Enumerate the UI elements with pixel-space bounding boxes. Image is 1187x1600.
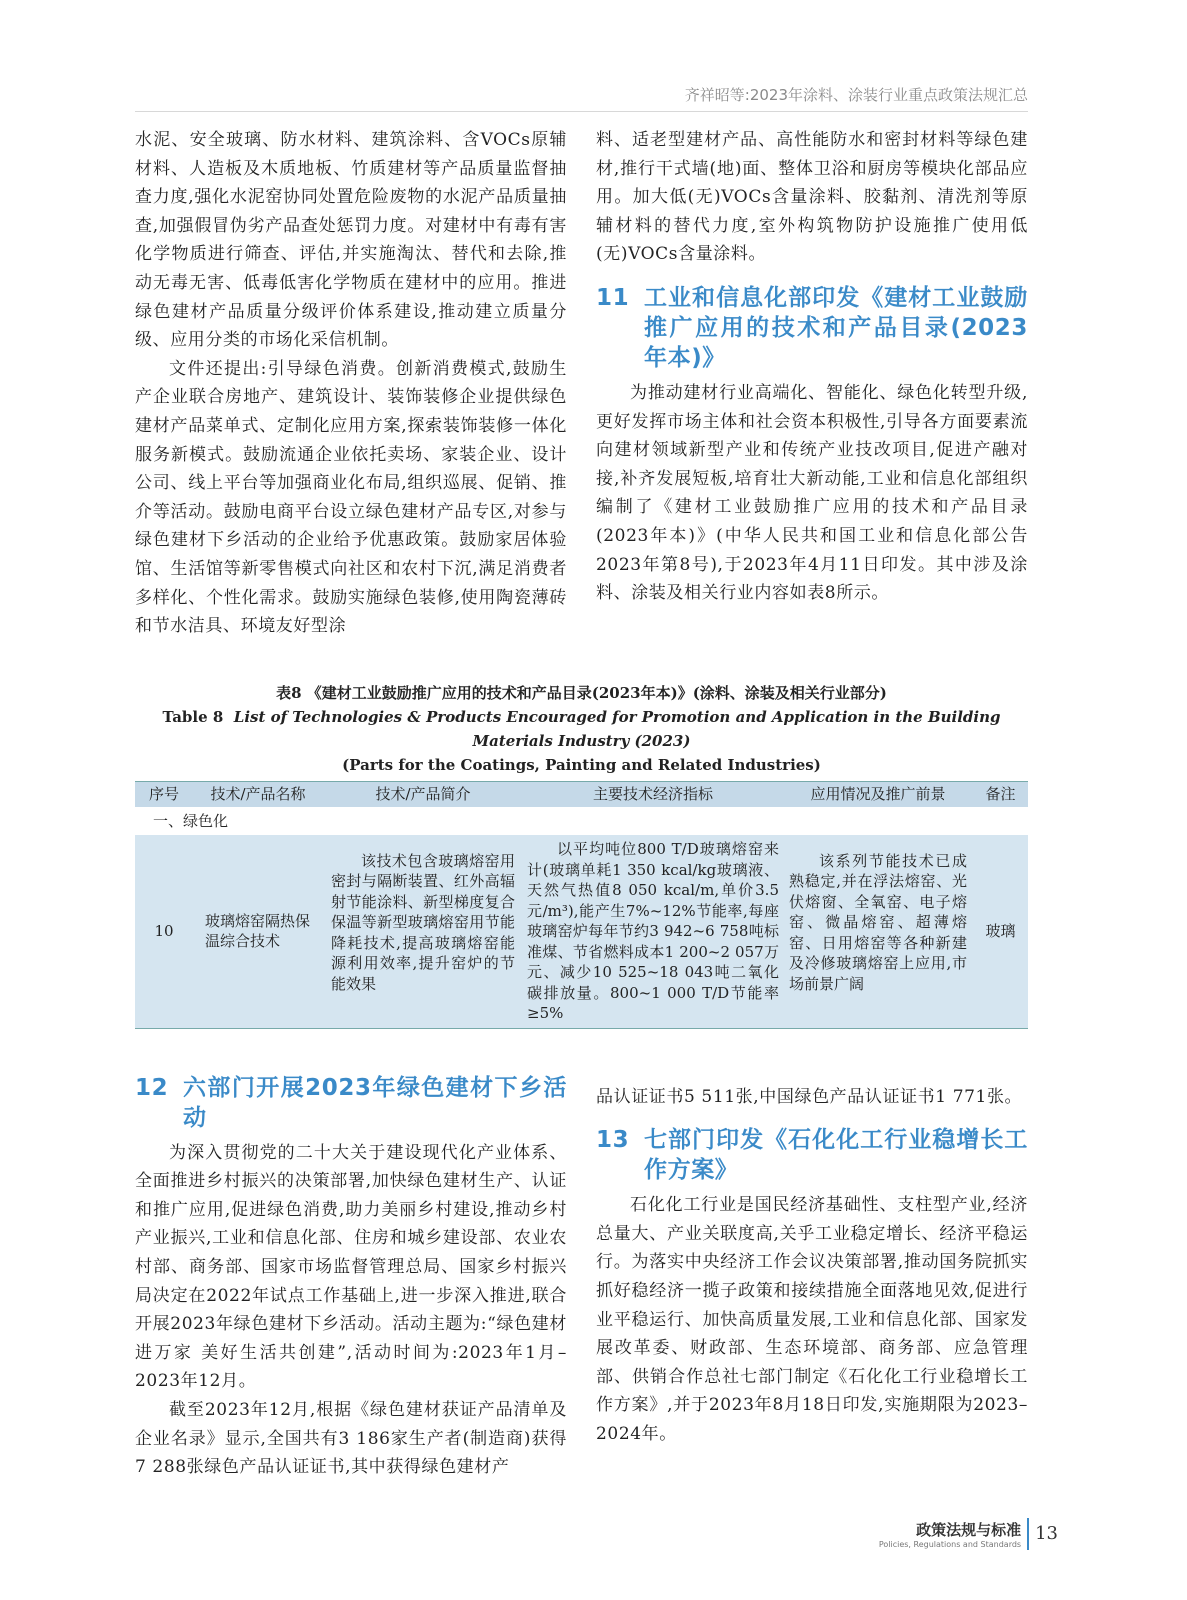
cell-name: 玻璃熔窑隔热保温综合技术	[193, 835, 323, 1028]
cell-indicators: 以平均吨位800 T/D玻璃熔窑来计(玻璃单耗1 350 kcal/kg玻璃液、天然气热值8 050 kcal/m,单价3.5元/m³),能产生7%~12%节能率,每座玻璃窑炉每年节约3 942~6 758吨标准煤、节省燃料成本1 200~2 057万元、减少10 525~18 043吨二氧化碳排放量。800~1 000 T/D节能率≥5%	[523, 835, 783, 1028]
table-title-en: List of Technologies & Products Encouraged for Promotion and Application in the Building Materials Industry (2023)	[233, 707, 1001, 750]
cell-note: 玻璃	[973, 835, 1028, 1028]
cell-application: 该系列节能技术已成熟稳定,并在浮法熔窑、光伏熔窗、全氧窑、电子熔窑、微晶熔窑、超薄熔窑、日用熔窑等各种新建及冷修玻璃熔窑上应用,市场前景广阔	[783, 835, 973, 1028]
running-header: 齐祥昭等:2023年涂料、涂装行业重点政策法规汇总	[135, 84, 1028, 112]
section-number: 11	[596, 284, 630, 311]
paragraph: 为推动建材行业高端化、智能化、绿色化转型升级,更好发挥市场主体和社会资本积极性,引导各方面要素流向建材领域新型产业和传统产业技改项目,促进产融对接,补齐发展短板,培育壮大新动能,工业和信息化部组织编制了《建材工业鼓励推广应用的技术和产品目录(2023年本)》(中华人民共和国工业和信息化部公告2023年第8号),于2023年4月11日印发。其中涉及涂料、涂装及相关行业内容如表8所示。	[596, 382, 1028, 604]
right-column-top	[596, 126, 1028, 641]
table-header-row	[135, 781, 1028, 807]
section-heading-11	[596, 283, 1028, 373]
section-number: 13	[596, 1127, 630, 1154]
cell-no: 10	[135, 835, 193, 1028]
table-captions	[135, 681, 1028, 777]
column-header: 技术/产品名称	[193, 781, 323, 807]
column-header: 序号	[135, 781, 193, 807]
section-heading-12	[135, 1073, 567, 1133]
section-title: 工业和信息化部印发《建材工业鼓励推广应用的技术和产品目录(2023年本)》	[644, 284, 1028, 371]
paragraph: 为深入贯彻党的二十大关于建设现代化产业体系、全面推进乡村振兴的决策部署,加快绿色建材生产、认证和推广应用,促进绿色消费,助力美丽乡村建设,推动乡村产业振兴,工业和信息化部、住房和城乡建设部、农业农村部、商务部、国家市场监督管理总局、国家乡村振兴局决定在2022年试点工作基础上,进一步深入推进,联合开展2023年绿色建材下乡活动。活动主题为:“绿色建材进万家 美好生活共创建”,活动时间为:2023年1月–2023年12月。	[135, 1142, 567, 1392]
table-label: Table 8	[162, 707, 224, 726]
paragraph: 品认证证书5 511张,中国绿色产品认证证书1 771张。	[596, 1086, 1023, 1107]
paragraph: 水泥、安全玻璃、防水材料、建筑涂料、含VOCs原辅材料、人造板及木质地板、竹质建材等产品质量监督抽查力度,强化水泥窑协同处置危险废物的水泥产品质量抽查,加强假冒伪劣产品查处惩罚力度。对建材中有毒有害化学物质进行筛查、评估,并实施淘汰、替代和去除,推动无毒无害、低毒低害化学物质在建材中的应用。推进绿色建材产品质量分级评价体系建设,推动建立质量分级、应用分类的市场化采信机制。	[135, 130, 567, 351]
paragraph: 料、适老型建材产品、高性能防水和密封材料等绿色建材,推行干式墙(地)面、整体卫浴和厨房等模块化部品应用。加大低(无)VOCs含量涂料、胶黏剂、清洗剂等原辅材料的替代力度,室外构筑物防护设施推广使用低(无)VOCs含量涂料。	[596, 130, 1028, 265]
section-row	[135, 807, 1028, 835]
right-column-bottom	[596, 1073, 1028, 1482]
left-column-top	[135, 126, 567, 641]
paragraph: 石化化工行业是国民经济基础性、支柱型产业,经济总量大、产业关联度高,关乎工业稳定增长、经济平稳运行。为落实中央经济工作会议决策部署,推动国务院抓实抓好稳经济一揽子政策和接续措施全面落地见效,促进行业平稳运行、加快高质量发展,工业和信息化部、国家发展改革委、财政部、生态环境部、商务部、应急管理部、供销合作总社七部门制定《石化化工行业稳增长工作方案》,并于2023年8月18日印发,实施期限为2023–2024年。	[596, 1195, 1028, 1445]
top-columns	[135, 126, 1028, 641]
table-row	[135, 835, 1028, 1028]
section-label: 一、绿色化	[153, 811, 229, 830]
column-header: 技术/产品简介	[323, 781, 523, 807]
section-heading-13	[596, 1125, 1028, 1185]
bottom-columns	[135, 1073, 1028, 1482]
left-column-bottom	[135, 1073, 567, 1482]
footer	[135, 1518, 1058, 1550]
column-header: 备注	[973, 781, 1028, 807]
paragraph: 文件还提出:引导绿色消费。创新消费模式,鼓励生产企业联合房地产、建筑设计、装饰装修企业提供绿色建材产品菜单式、定制化应用方案,探索装饰装修一体化服务新模式。鼓励流通企业依托卖场、家装企业、设计公司、线上平台等加强商业化布局,组织巡展、促销、推介等活动。鼓励电商平台设立绿色建材产品专区,对参与绿色建材下乡活动的企业给予优惠政策。鼓励家居体验馆、生活馆等新零售模式向社区和农村下沉,满足消费者多样化、个性化需求。鼓励实施绿色装修,使用陶瓷薄砖和节水洁具、环境友好型涂	[135, 358, 567, 637]
footer-section-en: Policies, Regulations and Standards	[878, 1539, 1022, 1549]
technology-table	[135, 781, 1028, 1029]
footer-section-cn: 政策法规与标准	[916, 1520, 1022, 1539]
paragraph: 截至2023年12月,根据《绿色建材获证产品清单及企业名录》显示,全国共有3 186家生产者(制造商)获得7 288张绿色产品认证证书,其中获得绿色建材产	[135, 1400, 567, 1478]
column-header: 应用情况及推广前景	[783, 781, 973, 807]
cell-intro: 该技术包含玻璃熔窑用密封与隔断装置、红外高辐射节能涂料、新型梯度复合保温等新型玻璃熔窑用节能降耗技术,提高玻璃熔窑能源利用效率,提升窑炉的节能效果	[323, 835, 523, 1028]
column-header: 主要技术经济指标	[523, 781, 783, 807]
footer-section	[879, 1519, 1027, 1549]
table-caption-en	[135, 705, 1028, 753]
section-number: 12	[135, 1074, 169, 1101]
section-title: 七部门印发《石化化工行业稳增长工作方案》	[644, 1127, 1028, 1184]
table-caption-en-2: (Parts for the Coatings, Painting and Related Industries)	[342, 755, 821, 774]
section-title: 六部门开展2023年绿色建材下乡活动	[183, 1074, 567, 1131]
table-caption-cn: 表8 《建材工业鼓励推广应用的技术和产品目录(2023年本)》(涂料、涂装及相关行业部分)	[276, 683, 887, 702]
page-number: 13	[1027, 1518, 1058, 1550]
